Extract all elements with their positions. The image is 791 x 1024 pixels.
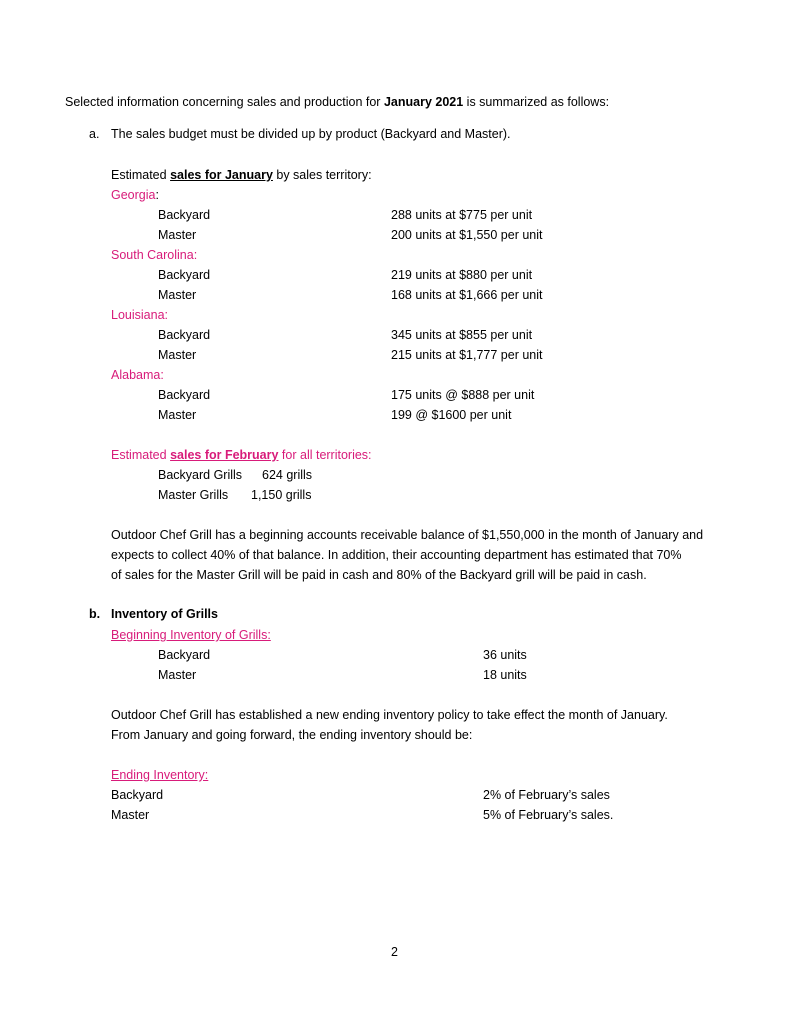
- territory-label: [111, 187, 159, 203]
- policy-line: Outdoor Chef Grill has established a new ending inventory policy to take effect the month of January.: [111, 708, 668, 722]
- jan-heading-suffix: by sales territory:: [272, 168, 372, 182]
- ending-value: 2% of February’s sales: [483, 788, 610, 802]
- policy-line: From January and going forward, the ending inventory should be:: [111, 728, 473, 742]
- territory-label: [111, 247, 197, 263]
- territory-detail: 219 units at $880 per unit: [391, 268, 533, 282]
- ending-product: Master: [111, 808, 150, 822]
- intro-line: [65, 94, 609, 110]
- collection-line: Outdoor Chef Grill has a beginning accounts receivable balance of $1,550,000 in the month of January and: [111, 528, 704, 542]
- territory-detail: 345 units at $855 per unit: [391, 328, 533, 342]
- section-b-marker: b.: [89, 607, 101, 621]
- ending-value: 5% of February’s sales.: [483, 808, 614, 822]
- territory-detail: 215 units at $1,777 per unit: [391, 348, 543, 362]
- territory-colon: :: [164, 308, 168, 322]
- territory-name: Alabama: [111, 368, 161, 382]
- territory-product: Backyard: [158, 328, 211, 342]
- collection-line: expects to collect 40% of that balance. In addition, their accounting department has estimated that 70%: [111, 548, 682, 562]
- territory-product: Master: [158, 228, 197, 242]
- intro-suffix: is summarized as follows:: [463, 95, 610, 109]
- feb-heading-prefix: Estimated: [111, 448, 171, 462]
- feb-product: Master Grills: [158, 488, 229, 502]
- territory-detail: 168 units at $1,666 per unit: [391, 288, 543, 302]
- feb-heading-suffix: for all territories:: [278, 448, 372, 462]
- jan-heading-bold: sales for January: [170, 168, 273, 182]
- territory-detail: 199 @ $1600 per unit: [391, 408, 512, 422]
- territory-product: Master: [158, 288, 197, 302]
- section-a-text: The sales budget must be divided up by product (Backyard and Master).: [111, 127, 511, 141]
- intro-bold-period: January 2021: [383, 95, 464, 109]
- feb-qty: 624 grills: [262, 468, 313, 482]
- section-b-title: Inventory of Grills: [111, 607, 218, 621]
- territory-product: Backyard: [158, 388, 211, 402]
- feb-product: Backyard Grills: [158, 468, 243, 482]
- territory-colon: :: [155, 188, 159, 202]
- territory-name: Georgia: [111, 188, 156, 202]
- collection-line: of sales for the Master Grill will be paid in cash and 80% of the Backyard grill will be paid in cash.: [111, 568, 647, 582]
- inventory-qty: 18 units: [483, 668, 527, 682]
- feb-qty: 1,150 grills: [251, 488, 312, 502]
- territory-colon: :: [160, 368, 164, 382]
- territory-name: South Carolina: [111, 248, 194, 262]
- territory-name: Louisiana: [111, 308, 165, 322]
- territory-label: [111, 367, 164, 383]
- inventory-qty: 36 units: [483, 648, 527, 662]
- intro-prefix: Selected information concerning sales and production for: [65, 95, 384, 109]
- page-number: 2: [391, 945, 398, 959]
- feb-heading-bold: sales for February: [170, 448, 279, 462]
- territory-detail: 288 units at $775 per unit: [391, 208, 533, 222]
- territory-product: Backyard: [158, 208, 211, 222]
- ending-inventory-label: Ending Inventory:: [111, 768, 209, 782]
- territory-product: Master: [158, 348, 197, 362]
- territory-label: [111, 307, 168, 323]
- territory-product: Master: [158, 408, 197, 422]
- inventory-product: Backyard: [158, 648, 211, 662]
- beginning-inventory-label: Beginning Inventory of Grills:: [111, 628, 271, 642]
- territory-detail: 200 units at $1,550 per unit: [391, 228, 543, 242]
- ending-product: Backyard: [111, 788, 164, 802]
- territory-product: Backyard: [158, 268, 211, 282]
- territory-colon: :: [193, 248, 198, 262]
- inventory-product: Master: [158, 668, 197, 682]
- section-a-marker: a.: [89, 127, 100, 141]
- feb-sales-heading: [111, 447, 372, 463]
- jan-heading-prefix: Estimated: [111, 168, 171, 182]
- jan-sales-heading: [111, 167, 372, 183]
- territory-detail: 175 units @ $888 per unit: [391, 388, 535, 402]
